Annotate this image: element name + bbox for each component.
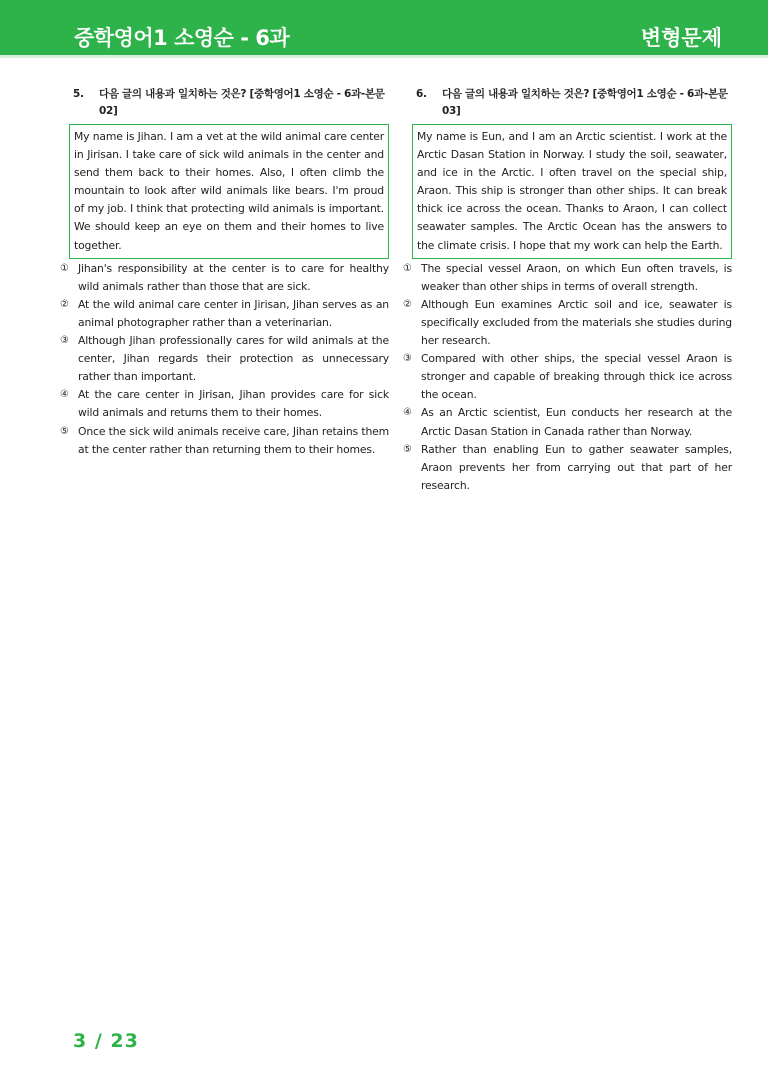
choice-3[interactable] bbox=[403, 350, 732, 404]
choice-text: The special vessel Araon, on which Eun often travels, is weaker than other ships in terms of overall strength. bbox=[421, 261, 732, 293]
header-section-label: 변형문제 bbox=[640, 26, 722, 50]
question-5 bbox=[60, 86, 389, 459]
choice-text: Although Eun examines Arctic soil and ice, seawater is specifically excluded from the materials she studies during her research. bbox=[421, 297, 732, 348]
question-header bbox=[73, 86, 389, 120]
question-number: 6. bbox=[416, 88, 427, 100]
choice-number: ⑤ bbox=[403, 443, 412, 455]
choice-text: Jihan's responsibility at the center is to care for healthy wild animals rather than those that are sick. bbox=[78, 261, 389, 293]
choice-text: At the wild animal care center in Jirisan, Jihan serves as an animal photographer rather than a veterinarian. bbox=[78, 297, 389, 329]
question-prompt: 다음 글의 내용과 일치하는 것은? [중학영어1 소영순 - 6과-본문 03] bbox=[442, 88, 728, 117]
choice-number: ① bbox=[60, 262, 69, 274]
choice-5[interactable] bbox=[403, 441, 732, 495]
page-header bbox=[0, 0, 768, 58]
page-number: 3 / 23 bbox=[73, 1030, 139, 1052]
question-header bbox=[416, 86, 732, 120]
choice-number: ⑤ bbox=[60, 425, 69, 437]
choice-2[interactable] bbox=[403, 296, 732, 350]
choice-text: Once the sick wild animals receive care, Jihan retains them at the center rather than returning them to their homes. bbox=[78, 424, 389, 456]
choice-1[interactable] bbox=[60, 260, 389, 296]
choice-number: ① bbox=[403, 262, 412, 274]
choice-number: ④ bbox=[403, 407, 412, 419]
choice-3[interactable] bbox=[60, 332, 389, 386]
choice-4[interactable] bbox=[403, 404, 732, 440]
choice-text: Compared with other ships, the special vessel Araon is stronger and capable of breaking through thick ice across the ocean. bbox=[421, 352, 732, 402]
choice-5[interactable] bbox=[60, 423, 389, 459]
choice-4[interactable] bbox=[60, 386, 389, 422]
question-number: 5. bbox=[73, 88, 84, 100]
choice-number: ② bbox=[403, 298, 412, 310]
choice-number: ③ bbox=[60, 335, 69, 347]
question-6 bbox=[403, 86, 732, 495]
choice-text: Rather than enabling Eun to gather seawater samples, Araon prevents her from carrying out that part of her research. bbox=[421, 442, 732, 492]
choice-text: Although Jihan professionally cares for wild animals at the center, Jihan regards their protection as unnecessary rather than important. bbox=[78, 334, 389, 384]
choice-text: At the care center in Jirisan, Jihan provides care for sick wild animals and returns them to their homes. bbox=[78, 388, 389, 420]
answer-choices bbox=[403, 260, 732, 495]
choice-1[interactable] bbox=[403, 260, 732, 296]
choice-text: As an Arctic scientist, Eun conducts her research at the Arctic Dasan Station in Canada rather than Norway. bbox=[421, 406, 732, 438]
choice-number: ② bbox=[60, 298, 69, 310]
header-title: 중학영어1 소영순 - 6과 bbox=[74, 26, 290, 50]
choice-number: ③ bbox=[403, 353, 412, 365]
passage-box: My name is Eun, and I am an Arctic scientist. I work at the Arctic Dasan Station in Norway. I study the soil, seawater, and ice in the Arctic. I often travel on the special ship, Araon. This ship is stronger than other ships. It can break thick ice across the ocean. Thanks to Araon, I can collect seawater samples. The Arctic Ocean has the answers to the climate crisis. I hope that my work can help the Earth. bbox=[412, 124, 732, 259]
answer-choices bbox=[60, 260, 389, 459]
question-prompt: 다음 글의 내용과 일치하는 것은? [중학영어1 소영순 - 6과-본문 02] bbox=[99, 88, 385, 117]
choice-2[interactable] bbox=[60, 296, 389, 332]
choice-number: ④ bbox=[60, 389, 69, 401]
passage-box: My name is Jihan. I am a vet at the wild animal care center in Jirisan. I take care of sick wild animals in the center and send them back to their homes. Also, I often climb the mountain to look after wild animals like bears. I'm proud of my job. I think that protecting wild animals is important. We should keep an eye on them and their homes to live together. bbox=[69, 124, 389, 259]
